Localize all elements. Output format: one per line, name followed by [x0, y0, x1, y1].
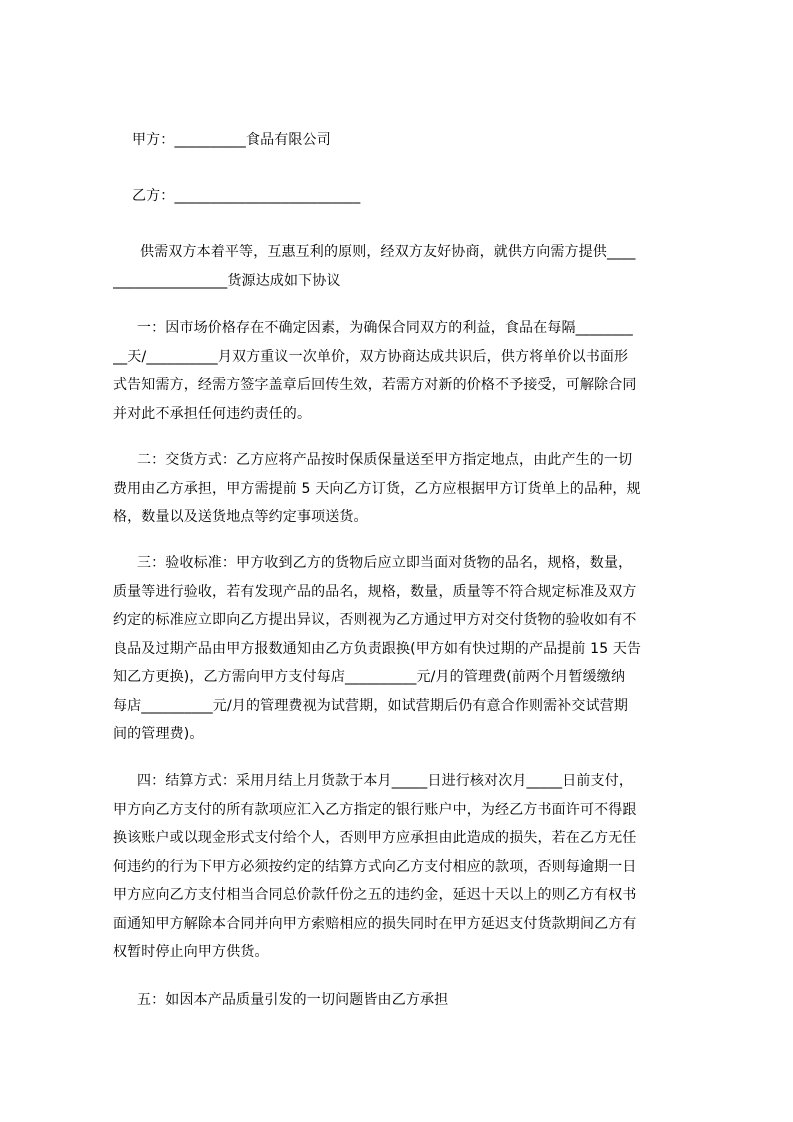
- clause-4-line: 何违约的行为下甲方必须按约定的结算方式向乙方支付相应的款项，否则每逾期一日: [113, 858, 637, 875]
- party-a-text: 甲方：__________食品有限公司: [132, 132, 331, 148]
- clause-4-paragraph: [113, 767, 701, 967]
- clause-2-line: 二：交货方式：乙方应将产品按时保质保量送至甲方指定地点，由此产生的一切: [137, 452, 633, 468]
- clause-3-paragraph: [113, 549, 701, 749]
- clause-1-line: 并对此不承担任何违约责任的。: [113, 405, 312, 422]
- clause-4-line: 甲方向乙方支付的所有款项应汇入乙方指定的银行账户中，为经乙方书面许可不得跟: [113, 801, 637, 818]
- clause-4-line: 甲方应向乙方支付相当合同总价款仟份之五的违约金，延迟十天以上的则乙方有权书: [113, 887, 637, 903]
- clause-3-line: 间的管理费)。: [113, 726, 204, 742]
- clause-1-paragraph: [113, 314, 701, 428]
- clause-4-line: 四：结算方式：采用月结上月货款于本月_____日进行核对次月_____日前支付，: [137, 773, 633, 789]
- party-a-line: [113, 126, 701, 155]
- clause-4-line: 面通知甲方解除本合同并向甲方索赔相应的损失同时在甲方延迟支付货款期间乙方有: [113, 915, 637, 932]
- clause-3-line: 知乙方更换)，乙方需向甲方支付每店__________元/月的管理费(前两个月暂缓缴纳: [113, 669, 626, 685]
- party-b-line: [113, 182, 701, 211]
- clause-5-paragraph: [113, 986, 701, 1015]
- clause-3-line: 良品及过期产品由甲方报数通知由乙方负责跟换(甲方如有快过期的产品提前 15 天告: [113, 640, 642, 657]
- clause-3-line: 每店__________元/月的管理费视为试营期，如试营期后仍有意合作则需补交试营期: [113, 697, 629, 714]
- intro-line: ________________货源达成如下协议: [113, 272, 341, 289]
- intro-line: 供需双方本着平等，互惠互利的原则，经双方友好协商，就供方向需方提供____: [140, 244, 636, 260]
- clause-4-line: 换该账户或以现金形式支付给个人，否则甲方应承担由此造成的损失，若在乙方无任: [113, 830, 637, 846]
- clause-1-line: 一：因市场价格存在不确定因素，为确保合同双方的利益，食品在每隔________: [137, 320, 633, 336]
- clause-2-paragraph: [113, 446, 701, 532]
- intro-paragraph: [113, 238, 701, 295]
- clause-1-line: __天/__________月双方重议一次单价，双方协商达成共识后，供方将单价以书面形: [113, 348, 629, 365]
- clause-1-line: 式告知需方，经需方签字盖章后回传生效，若需方对新的价格不予接受，可解除合同: [113, 377, 637, 393]
- clause-2-line: 格，数量以及送货地点等约定事项送货。: [113, 509, 368, 525]
- party-b-text: 乙方：__________________________: [132, 188, 361, 204]
- clause-3-line: 三：验收标准：甲方收到乙方的货物后应立即当面对货物的品名，规格，数量，: [137, 555, 633, 571]
- clause-3-line: 约定的标准应立即向乙方提出异议，否则视为乙方通过甲方对交付货物的验收如有不: [113, 612, 637, 628]
- clause-4-line: 权暂时停止向甲方供货。: [113, 944, 269, 960]
- clause-5-line: 五：如因本产品质量引发的一切问题皆由乙方承担: [137, 992, 449, 1008]
- clause-3-line: 质量等进行验收，若有发现产品的品名，规格，数量，质量等不符合规定标准及双方: [113, 583, 637, 600]
- clause-2-line: 费用由乙方承担，甲方需提前 5 天向乙方订货，乙方应根据甲方订货单上的品种，规: [113, 480, 641, 497]
